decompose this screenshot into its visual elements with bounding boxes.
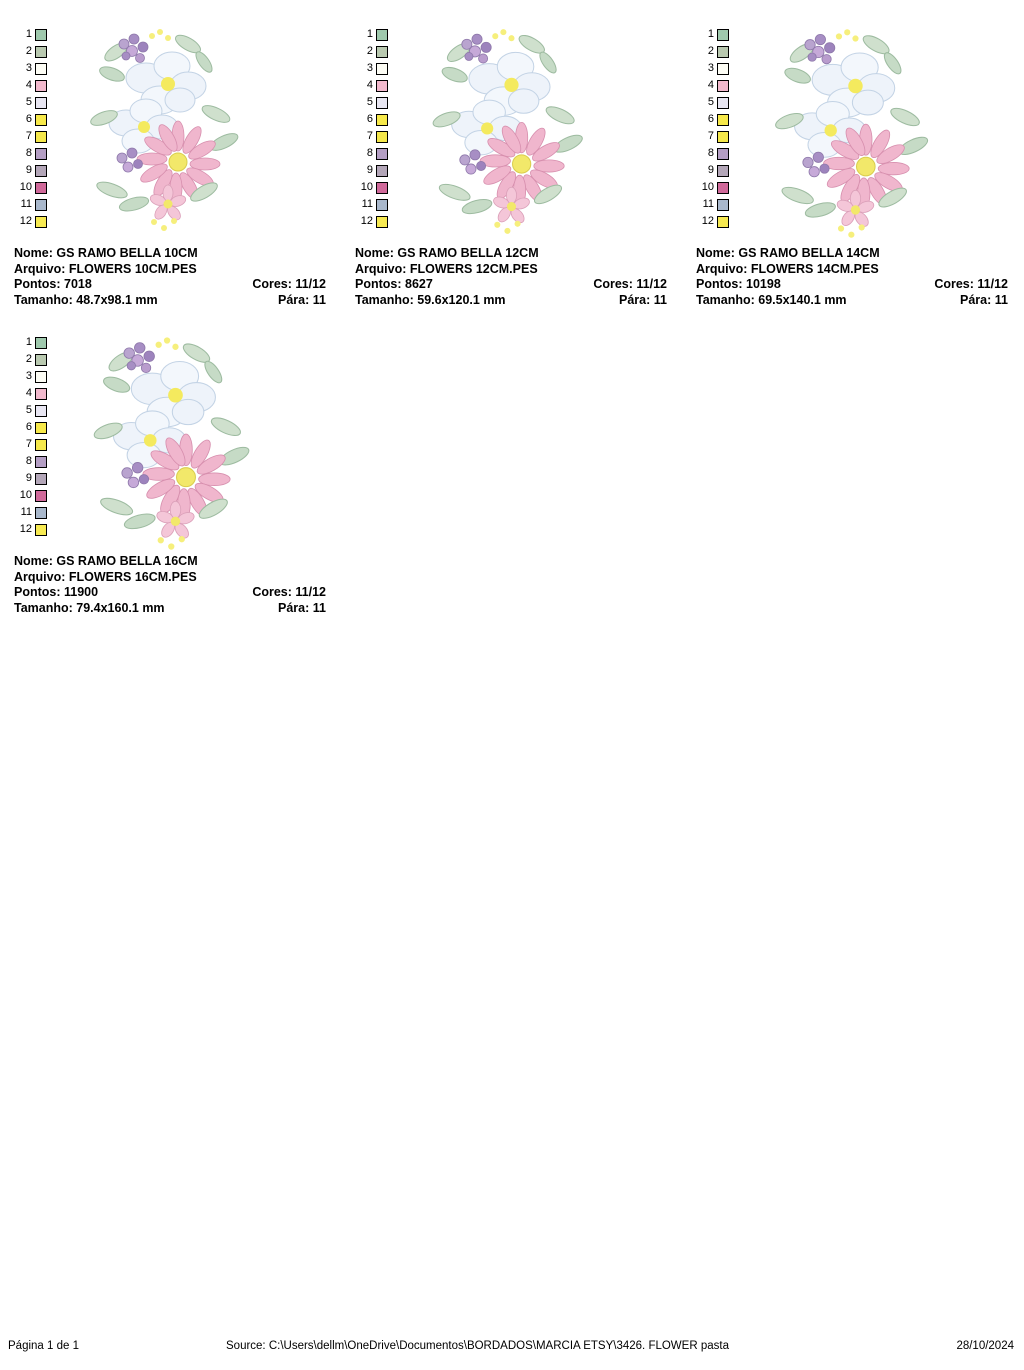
color-stop-row xyxy=(696,77,740,94)
color-stop-row xyxy=(14,179,58,196)
color-stop-index: 4 xyxy=(366,79,373,91)
color-swatch xyxy=(717,80,729,92)
design-preview-area-0 xyxy=(14,22,341,244)
label-colors: Cores: xyxy=(252,277,292,291)
design-name-line xyxy=(14,246,326,262)
color-stop-index: 4 xyxy=(707,79,714,91)
color-swatch xyxy=(376,216,388,228)
color-stop-row xyxy=(355,128,399,145)
label-name: Nome: xyxy=(14,554,53,568)
color-swatch xyxy=(35,46,47,58)
color-group xyxy=(252,277,326,293)
color-stop-index: 7 xyxy=(366,130,373,142)
color-swatch xyxy=(35,216,47,228)
color-stop-index: 11 xyxy=(361,198,373,210)
color-swatch xyxy=(717,46,729,58)
color-stop-row xyxy=(14,128,58,145)
color-stop-index: 10 xyxy=(360,181,373,193)
color-swatch xyxy=(35,182,47,194)
stops-group xyxy=(619,293,667,309)
design-file: FLOWERS 12CM.PES xyxy=(409,261,538,276)
color-stop-index: 12 xyxy=(360,215,373,227)
label-size: Tamanho: xyxy=(355,292,414,307)
color-stop-index: 9 xyxy=(25,164,32,176)
color-stop-index: 5 xyxy=(366,96,373,108)
color-swatch xyxy=(376,165,388,177)
page-footer xyxy=(0,1340,1024,1356)
stitch-group xyxy=(14,277,92,293)
color-stop-row xyxy=(14,145,58,162)
color-swatch xyxy=(35,456,47,468)
design-card-2 xyxy=(682,0,1023,308)
floral-bouquet-icon xyxy=(76,22,261,237)
color-swatch xyxy=(717,114,729,126)
design-file: FLOWERS 14CM.PES xyxy=(750,261,879,276)
page-number: Página 1 de 1 xyxy=(8,1340,79,1352)
design-size-stops-line xyxy=(14,601,326,617)
color-stop-row xyxy=(355,111,399,128)
color-sequence-list-0 xyxy=(14,22,58,230)
design-file-line xyxy=(696,262,1008,278)
design-card-0 xyxy=(0,0,341,308)
size-group xyxy=(696,293,847,309)
color-swatch xyxy=(35,371,47,383)
color-stop-row xyxy=(696,43,740,60)
color-swatch xyxy=(376,148,388,160)
color-sequence-list-3 xyxy=(14,330,58,538)
design-card-empty xyxy=(682,308,1023,330)
design-info-1 xyxy=(355,246,667,308)
design-stitch-color-line xyxy=(696,277,1008,293)
label-stitches: Pontos: xyxy=(14,277,61,291)
source-path: Source: C:\Users\dellm\OneDrive\Documentos\BORDADOS\MARCIA ETSY\3426. FLOWER pasta xyxy=(226,1340,729,1352)
color-stop-row xyxy=(355,26,399,43)
design-colors: 11/12 xyxy=(977,277,1008,291)
design-stitch-color-line xyxy=(355,277,667,293)
design-name-line xyxy=(355,246,667,262)
color-stop-row xyxy=(696,179,740,196)
color-stop-index: 11 xyxy=(20,506,32,518)
floral-bouquet-icon xyxy=(76,330,276,556)
color-stop-row xyxy=(14,43,58,60)
color-swatch xyxy=(376,63,388,75)
color-stop-index: 8 xyxy=(366,147,373,159)
color-sequence-list-1 xyxy=(355,22,399,230)
color-stop-row xyxy=(14,111,58,128)
color-stop-row xyxy=(355,94,399,111)
color-swatch xyxy=(35,131,47,143)
color-swatch xyxy=(376,29,388,41)
design-info-0 xyxy=(14,246,326,308)
stops-group xyxy=(960,293,1008,309)
color-stop-index: 5 xyxy=(25,404,32,416)
color-group xyxy=(252,585,326,601)
embroidery-preview-1 xyxy=(417,22,647,237)
color-swatch xyxy=(717,216,729,228)
color-stop-index: 2 xyxy=(707,45,714,57)
color-stop-row xyxy=(14,26,58,43)
color-stop-index: 10 xyxy=(19,181,32,193)
design-file: FLOWERS 16CM.PES xyxy=(68,569,197,584)
color-stop-index: 12 xyxy=(701,215,714,227)
color-stop-row xyxy=(14,94,58,111)
color-stop-row xyxy=(355,213,399,230)
color-stop-index: 10 xyxy=(701,181,714,193)
design-size-stops-line xyxy=(14,293,326,309)
label-file: Arquivo: xyxy=(355,261,407,276)
color-swatch xyxy=(717,131,729,143)
color-stop-row xyxy=(14,77,58,94)
color-stop-index: 2 xyxy=(366,45,373,57)
design-name: GS RAMO BELLA 10CM xyxy=(56,246,198,260)
design-file-line xyxy=(355,262,667,278)
color-stop-index: 7 xyxy=(707,130,714,142)
color-stop-row xyxy=(14,470,58,487)
color-stop-index: 11 xyxy=(702,198,714,210)
design-colors: 11/12 xyxy=(295,585,326,599)
design-name-line xyxy=(14,554,326,570)
color-stop-index: 12 xyxy=(19,523,32,535)
color-swatch xyxy=(35,114,47,126)
label-size: Tamanho: xyxy=(14,292,73,307)
color-stop-index: 3 xyxy=(25,370,32,382)
color-stop-row xyxy=(14,419,58,436)
design-card-3 xyxy=(0,308,341,616)
design-card-1 xyxy=(341,0,682,308)
label-name: Nome: xyxy=(14,246,53,260)
label-file: Arquivo: xyxy=(14,569,66,584)
design-size-stops-line xyxy=(696,293,1008,309)
design-size: 48.7x98.1 mm xyxy=(76,292,158,307)
color-swatch xyxy=(35,354,47,366)
color-stop-index: 1 xyxy=(366,28,373,40)
color-sequence-list-2 xyxy=(696,22,740,230)
color-swatch xyxy=(376,131,388,143)
color-stop-row xyxy=(696,162,740,179)
color-stop-row xyxy=(696,213,740,230)
design-size-stops-line xyxy=(355,293,667,309)
label-stops: Pára: xyxy=(619,292,651,307)
label-colors: Cores: xyxy=(252,585,292,599)
stops-group xyxy=(278,293,326,309)
color-stop-row xyxy=(14,402,58,419)
design-info-3 xyxy=(14,554,326,616)
floral-bouquet-icon xyxy=(758,22,954,244)
design-stitch-color-line xyxy=(14,585,326,601)
embroidery-preview-2 xyxy=(758,22,988,237)
color-stop-row xyxy=(696,60,740,77)
label-stops: Pára: xyxy=(278,600,310,615)
color-swatch xyxy=(376,199,388,211)
color-swatch xyxy=(717,63,729,75)
color-stop-row xyxy=(696,145,740,162)
color-stop-index: 4 xyxy=(25,387,32,399)
design-stitches: 7018 xyxy=(64,277,92,291)
design-card-empty xyxy=(341,308,682,330)
color-swatch xyxy=(35,388,47,400)
design-size: 69.5x140.1 mm xyxy=(758,292,847,307)
design-size: 79.4x160.1 mm xyxy=(76,600,165,615)
color-stop-index: 6 xyxy=(25,421,32,433)
color-stop-row xyxy=(696,196,740,213)
design-stops: 11 xyxy=(653,292,667,307)
color-swatch xyxy=(35,507,47,519)
color-stop-index: 8 xyxy=(707,147,714,159)
design-file-line xyxy=(14,262,326,278)
color-swatch xyxy=(35,165,47,177)
color-stop-index: 11 xyxy=(20,198,32,210)
design-file: FLOWERS 10CM.PES xyxy=(68,261,197,276)
color-stop-row xyxy=(14,504,58,521)
color-group xyxy=(934,277,1008,293)
color-stop-row xyxy=(696,26,740,43)
color-stop-index: 3 xyxy=(25,62,32,74)
color-swatch xyxy=(35,199,47,211)
label-name: Nome: xyxy=(355,246,394,260)
color-stop-index: 4 xyxy=(25,79,32,91)
label-stitches: Pontos: xyxy=(696,277,743,291)
color-stop-index: 9 xyxy=(366,164,373,176)
label-size: Tamanho: xyxy=(14,600,73,615)
stitch-group xyxy=(14,585,98,601)
color-stop-index: 9 xyxy=(707,164,714,176)
color-swatch xyxy=(717,148,729,160)
color-stop-row xyxy=(14,368,58,385)
color-stop-index: 2 xyxy=(25,45,32,57)
color-stop-index: 3 xyxy=(366,62,373,74)
color-stop-row xyxy=(14,436,58,453)
label-stops: Pára: xyxy=(278,292,310,307)
design-preview-area-1 xyxy=(355,22,682,244)
stitch-group xyxy=(696,277,781,293)
size-group xyxy=(355,293,506,309)
color-stop-index: 6 xyxy=(366,113,373,125)
embroidery-preview-0 xyxy=(76,22,306,237)
design-stitch-color-line xyxy=(14,277,326,293)
design-info-2 xyxy=(696,246,1008,308)
design-row xyxy=(0,308,1024,616)
label-stops: Pára: xyxy=(960,292,992,307)
color-stop-index: 12 xyxy=(19,215,32,227)
color-swatch xyxy=(717,199,729,211)
footer-inner xyxy=(0,1340,1024,1356)
color-swatch xyxy=(376,97,388,109)
color-stop-row xyxy=(14,453,58,470)
embroidery-preview-3 xyxy=(76,330,306,545)
color-stop-row xyxy=(696,128,740,145)
color-stop-index: 6 xyxy=(707,113,714,125)
design-stitches: 8627 xyxy=(405,277,433,291)
color-stop-row xyxy=(355,145,399,162)
label-stitches: Pontos: xyxy=(14,585,61,599)
size-group xyxy=(14,601,165,617)
color-stop-index: 1 xyxy=(25,336,32,348)
color-swatch xyxy=(35,148,47,160)
color-swatch xyxy=(376,80,388,92)
size-group xyxy=(14,293,158,309)
color-stop-row xyxy=(14,60,58,77)
design-size: 59.6x120.1 mm xyxy=(417,292,506,307)
color-stop-index: 9 xyxy=(25,472,32,484)
design-stitches: 10198 xyxy=(746,277,781,291)
color-stop-row xyxy=(355,77,399,94)
color-swatch xyxy=(35,439,47,451)
color-stop-index: 8 xyxy=(25,455,32,467)
color-stop-index: 5 xyxy=(707,96,714,108)
color-swatch xyxy=(35,97,47,109)
color-swatch xyxy=(35,405,47,417)
color-stop-row xyxy=(355,162,399,179)
color-stop-index: 1 xyxy=(707,28,714,40)
color-stop-index: 7 xyxy=(25,130,32,142)
label-stitches: Pontos: xyxy=(355,277,402,291)
color-stop-row xyxy=(14,521,58,538)
color-swatch xyxy=(35,473,47,485)
designs-grid xyxy=(0,0,1024,616)
design-colors: 11/12 xyxy=(295,277,326,291)
color-stop-index: 1 xyxy=(25,28,32,40)
color-swatch xyxy=(717,165,729,177)
color-stop-row xyxy=(355,179,399,196)
color-stop-row xyxy=(14,385,58,402)
color-stop-row xyxy=(14,196,58,213)
design-preview-area-3 xyxy=(14,330,341,552)
stops-group xyxy=(278,601,326,617)
stitch-group xyxy=(355,277,433,293)
color-stop-row xyxy=(14,351,58,368)
design-name: GS RAMO BELLA 16CM xyxy=(56,554,198,568)
color-stop-index: 5 xyxy=(25,96,32,108)
color-swatch xyxy=(35,422,47,434)
color-swatch xyxy=(35,524,47,536)
color-swatch xyxy=(35,80,47,92)
design-preview-area-2 xyxy=(696,22,1023,244)
color-stop-row xyxy=(355,60,399,77)
print-date: 28/10/2024 xyxy=(956,1340,1014,1352)
color-swatch xyxy=(35,337,47,349)
design-stops: 11 xyxy=(994,292,1008,307)
color-stop-index: 10 xyxy=(19,489,32,501)
color-group xyxy=(593,277,667,293)
label-file: Arquivo: xyxy=(696,261,748,276)
color-stop-row xyxy=(14,334,58,351)
color-swatch xyxy=(717,97,729,109)
color-stop-index: 7 xyxy=(25,438,32,450)
color-stop-index: 3 xyxy=(707,62,714,74)
color-swatch xyxy=(717,29,729,41)
color-swatch xyxy=(35,29,47,41)
color-stop-index: 6 xyxy=(25,113,32,125)
color-stop-row xyxy=(696,94,740,111)
color-stop-row xyxy=(14,487,58,504)
design-file-line xyxy=(14,570,326,586)
color-stop-row xyxy=(355,43,399,60)
color-swatch xyxy=(376,182,388,194)
color-swatch xyxy=(717,182,729,194)
design-stops: 11 xyxy=(312,600,326,615)
design-stops: 11 xyxy=(312,292,326,307)
design-colors: 11/12 xyxy=(636,277,667,291)
color-stop-index: 2 xyxy=(25,353,32,365)
design-name-line xyxy=(696,246,1008,262)
design-name: GS RAMO BELLA 12CM xyxy=(397,246,539,260)
color-stop-row xyxy=(14,213,58,230)
color-swatch xyxy=(35,490,47,502)
label-name: Nome: xyxy=(696,246,735,260)
label-colors: Cores: xyxy=(593,277,633,291)
design-stitches: 11900 xyxy=(64,585,99,599)
label-size: Tamanho: xyxy=(696,292,755,307)
design-row xyxy=(0,0,1024,308)
color-swatch xyxy=(35,63,47,75)
label-file: Arquivo: xyxy=(14,261,66,276)
color-swatch xyxy=(376,114,388,126)
color-stop-row xyxy=(696,111,740,128)
floral-bouquet-icon xyxy=(417,22,607,240)
color-stop-row xyxy=(14,162,58,179)
design-name: GS RAMO BELLA 14CM xyxy=(738,246,880,260)
label-colors: Cores: xyxy=(934,277,974,291)
color-swatch xyxy=(376,46,388,58)
color-stop-row xyxy=(355,196,399,213)
color-stop-index: 8 xyxy=(25,147,32,159)
